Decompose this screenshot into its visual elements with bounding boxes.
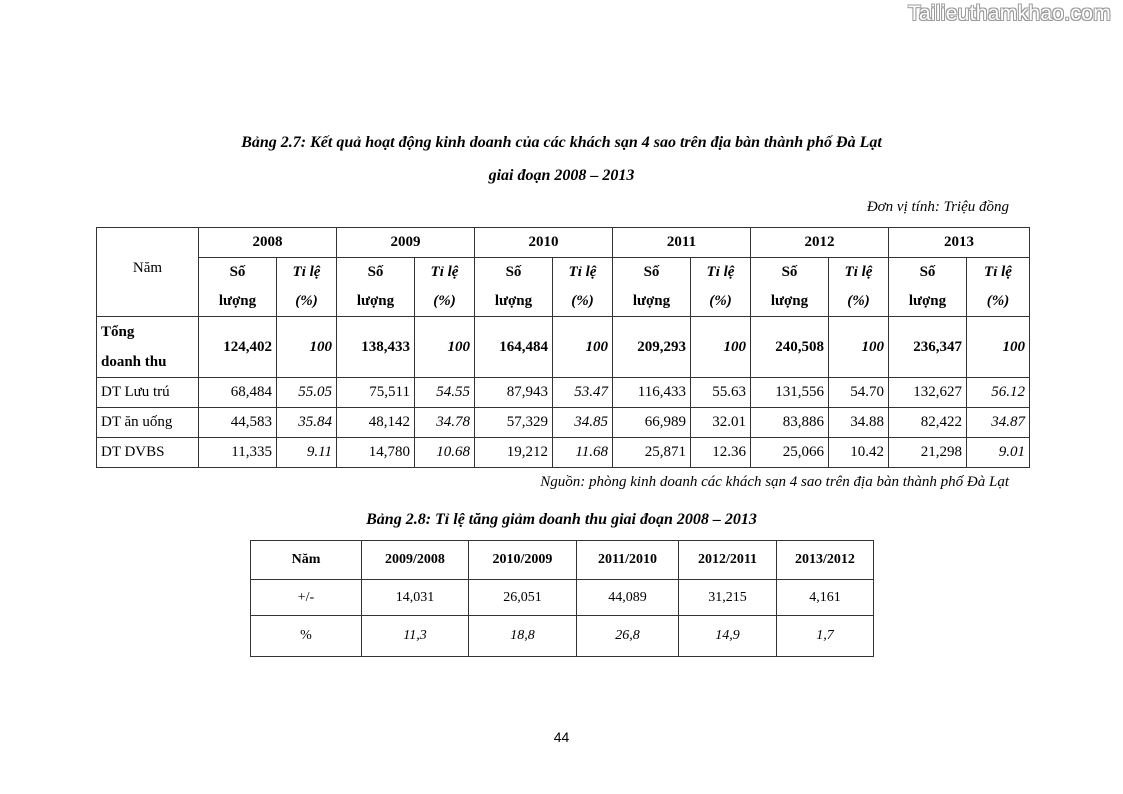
qty-cell: 11,335 [199, 438, 277, 468]
pct-cell: 100 [967, 317, 1030, 378]
growth-cell: 1,7 [777, 616, 874, 657]
qty-cell: 83,886 [751, 408, 829, 438]
year-header-row [97, 228, 1030, 258]
qty-cell: 21,298 [889, 438, 967, 468]
unit-label: Đơn vị tính: Triệu đồng [866, 199, 1009, 215]
sub-pct: Tỉ lệ [829, 258, 889, 288]
subheader-row-1 [97, 258, 1030, 288]
row-label-line2: doanh thu [101, 354, 167, 370]
pct-cell: 100 [829, 317, 889, 378]
growth-cell: 4,161 [777, 580, 874, 616]
pct-cell: 35.84 [277, 408, 337, 438]
sub-qty: Số [475, 258, 553, 288]
qty-cell: 124,402 [199, 317, 277, 378]
sub-qty: lượng [751, 287, 829, 317]
growth-header-row [251, 541, 874, 580]
sub-pct: Tỉ lệ [967, 258, 1030, 288]
growth-cell: 11,3 [362, 616, 469, 657]
growth-cell: % [251, 616, 362, 657]
growth-cell: 26,051 [469, 580, 577, 616]
qty-cell: 236,347 [889, 317, 967, 378]
growth-header: 2010/2009 [469, 541, 577, 580]
sub-pct: (%) [415, 287, 475, 317]
table-row [251, 616, 874, 657]
sub-qty: lượng [889, 287, 967, 317]
sub-pct: Tỉ lệ [553, 258, 613, 288]
pct-cell: 54.70 [829, 378, 889, 408]
qty-cell: 116,433 [613, 378, 691, 408]
growth-header: 2009/2008 [362, 541, 469, 580]
growth-header: Năm [251, 541, 362, 580]
qty-cell: 25,066 [751, 438, 829, 468]
qty-cell: 14,780 [337, 438, 415, 468]
qty-cell: 48,142 [337, 408, 415, 438]
sub-qty: Số [751, 258, 829, 288]
pct-cell: 34.88 [829, 408, 889, 438]
qty-cell: 66,989 [613, 408, 691, 438]
pct-cell: 32.01 [691, 408, 751, 438]
corner-label: Năm [97, 228, 199, 317]
growth-header: 2011/2010 [577, 541, 679, 580]
year-header: 2013 [889, 228, 1030, 258]
year-header: 2008 [199, 228, 337, 258]
growth-header: 2012/2011 [679, 541, 777, 580]
year-header: 2011 [613, 228, 751, 258]
row-label: DT DVBS [97, 438, 199, 468]
pct-cell: 56.12 [967, 378, 1030, 408]
pct-cell: 100 [415, 317, 475, 378]
subheader-row-2 [97, 287, 1030, 317]
sub-qty: Số [613, 258, 691, 288]
sub-pct: (%) [277, 287, 337, 317]
pct-cell: 100 [691, 317, 751, 378]
row-label-line1: Tổng [101, 324, 135, 340]
pct-cell: 10.42 [829, 438, 889, 468]
qty-cell: 209,293 [613, 317, 691, 378]
qty-cell: 131,556 [751, 378, 829, 408]
row-label: DT ăn uống [97, 408, 199, 438]
growth-cell: 31,215 [679, 580, 777, 616]
pct-cell: 11.68 [553, 438, 613, 468]
revenue-table [96, 227, 1030, 468]
sub-pct: Tỉ lệ [415, 258, 475, 288]
table2-caption: Bảng 2.8: Tỉ lệ tăng giảm doanh thu giai đoạn 2008 – 2013 [366, 511, 757, 528]
table-row [97, 317, 1030, 378]
table-row [97, 438, 1030, 468]
qty-cell: 164,484 [475, 317, 553, 378]
qty-cell: 57,329 [475, 408, 553, 438]
sub-pct: Tỉ lệ [277, 258, 337, 288]
pct-cell: 55.05 [277, 378, 337, 408]
sub-qty: lượng [475, 287, 553, 317]
growth-header: 2013/2012 [777, 541, 874, 580]
year-header: 2012 [751, 228, 889, 258]
sub-pct: (%) [553, 287, 613, 317]
qty-cell: 82,422 [889, 408, 967, 438]
watermark: Tailieuthamkhao.com [908, 2, 1111, 25]
sub-pct: Tỉ lệ [691, 258, 751, 288]
pct-cell: 100 [277, 317, 337, 378]
qty-cell: 87,943 [475, 378, 553, 408]
sub-pct: (%) [967, 287, 1030, 317]
pct-cell: 9.11 [277, 438, 337, 468]
sub-qty: Số [889, 258, 967, 288]
sub-qty: Số [337, 258, 415, 288]
table1-caption-line1: Bảng 2.7: Kết quả hoạt động kinh doanh của các khách sạn 4 sao trên địa bàn thành phố Đà Lạt [241, 134, 882, 151]
growth-cell: 14,9 [679, 616, 777, 657]
pct-cell: 34.78 [415, 408, 475, 438]
qty-cell: 75,511 [337, 378, 415, 408]
sub-pct: (%) [829, 287, 889, 317]
table1-caption-line2: giai đoạn 2008 – 2013 [488, 167, 635, 184]
table-row [251, 580, 874, 616]
growth-cell: +/- [251, 580, 362, 616]
growth-cell: 26,8 [577, 616, 679, 657]
sub-qty: Số [199, 258, 277, 288]
qty-cell: 19,212 [475, 438, 553, 468]
sub-qty: lượng [337, 287, 415, 317]
sub-pct: (%) [691, 287, 751, 317]
growth-table [250, 540, 874, 657]
pct-cell: 10.68 [415, 438, 475, 468]
qty-cell: 44,583 [199, 408, 277, 438]
growth-cell: 44,089 [577, 580, 679, 616]
table-row [97, 408, 1030, 438]
table-row [97, 378, 1030, 408]
page-number: 44 [553, 729, 570, 745]
pct-cell: 34.85 [553, 408, 613, 438]
pct-cell: 53.47 [553, 378, 613, 408]
pct-cell: 54.55 [415, 378, 475, 408]
qty-cell: 68,484 [199, 378, 277, 408]
sub-qty: lượng [199, 287, 277, 317]
pct-cell: 55.63 [691, 378, 751, 408]
growth-cell: 18,8 [469, 616, 577, 657]
pct-cell: 9.01 [967, 438, 1030, 468]
year-header: 2009 [337, 228, 475, 258]
qty-cell: 25,871 [613, 438, 691, 468]
qty-cell: 240,508 [751, 317, 829, 378]
year-header: 2010 [475, 228, 613, 258]
pct-cell: 12.36 [691, 438, 751, 468]
source-note: Nguồn: phòng kinh doanh các khách sạn 4 sao trên địa bàn thành phố Đà Lạt [540, 474, 1009, 490]
sub-qty: lượng [613, 287, 691, 317]
qty-cell: 132,627 [889, 378, 967, 408]
row-label: DT Lưu trú [97, 378, 199, 408]
growth-cell: 14,031 [362, 580, 469, 616]
pct-cell: 100 [553, 317, 613, 378]
pct-cell: 34.87 [967, 408, 1030, 438]
qty-cell: 138,433 [337, 317, 415, 378]
row-label [97, 317, 199, 378]
